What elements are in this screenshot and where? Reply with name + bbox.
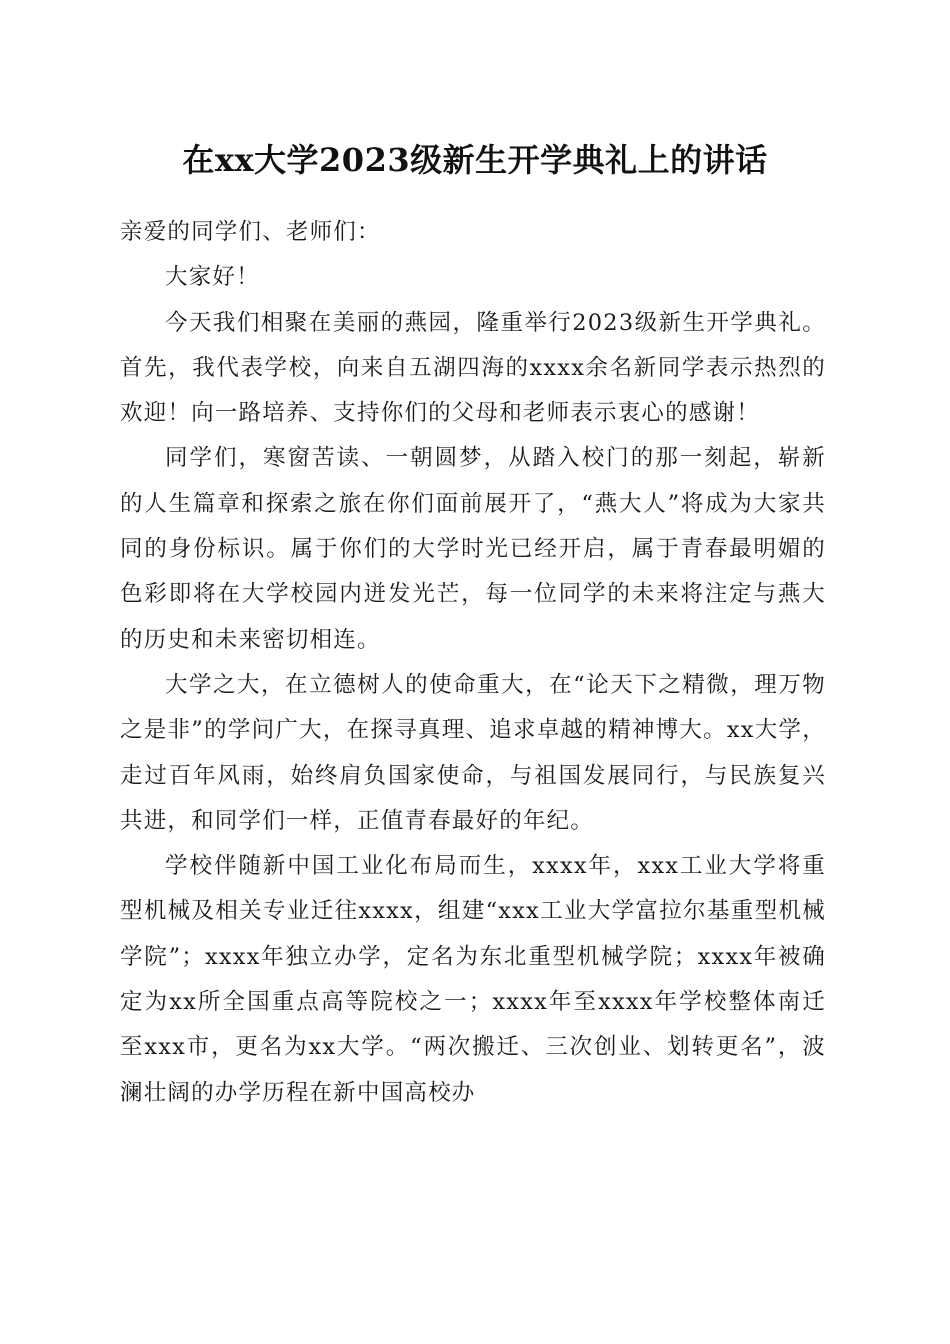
paragraph-4: 学校伴随新中国工业化布局而生，xxxx年，xxx工业大学将重型机械及相关专业迁往xxxx，组建“xxx工业大学富拉尔基重型机械学院”；xxxx年独立办学，定名为东北重型机械学院；xxxx年被确定为xx所全国重点高等院校之一；xxxx年至xxxx年学校整体南迁至xxx市，更名为xx大学。“两次搬迁、三次创业、划转更名”，波澜壮阔的办学历程在新中国高校办 [120, 853, 826, 1106]
greeting: 大家好！ [165, 264, 260, 291]
document-title: 在xx大学2023级新生开学典礼上的讲话 [182, 141, 768, 179]
salutation: 亲爱的同学们、老师们： [120, 219, 381, 245]
paragraph-3: 大学之大，在立德树人的使命重大，在“论天下之精微，理万物之是非”的学问广大，在探寻真理、追求卓越的精神博大。xx大学，走过百年风雨，始终肩负国家使命，与祖国发展同行，与民族复兴共进，和同学们一样，正值青春最好的年纪。 [120, 671, 826, 834]
paragraph-2: 同学们，寒窗苦读、一朝圆梦，从踏入校门的那一刻起，崭新的人生篇章和探索之旅在你们面前展开了，“燕大人”将成为大家共同的身份标识。属于你们的大学时光已经开启，属于青春最明媚的色彩即将在大学校园内迸发光芒，每一位同学的未来将注定与燕大的历史和未来密切相连。 [120, 445, 826, 653]
paragraph-1: 今天我们相聚在美丽的燕园，隆重举行2023级新生开学典礼。首先，我代表学校，向来自五湖四海的xxxx余名新同学表示热烈的欢迎！向一路培养、支持你们的父母和老师表示衷心的感谢！ [120, 309, 826, 427]
document-body [120, 210, 826, 1116]
